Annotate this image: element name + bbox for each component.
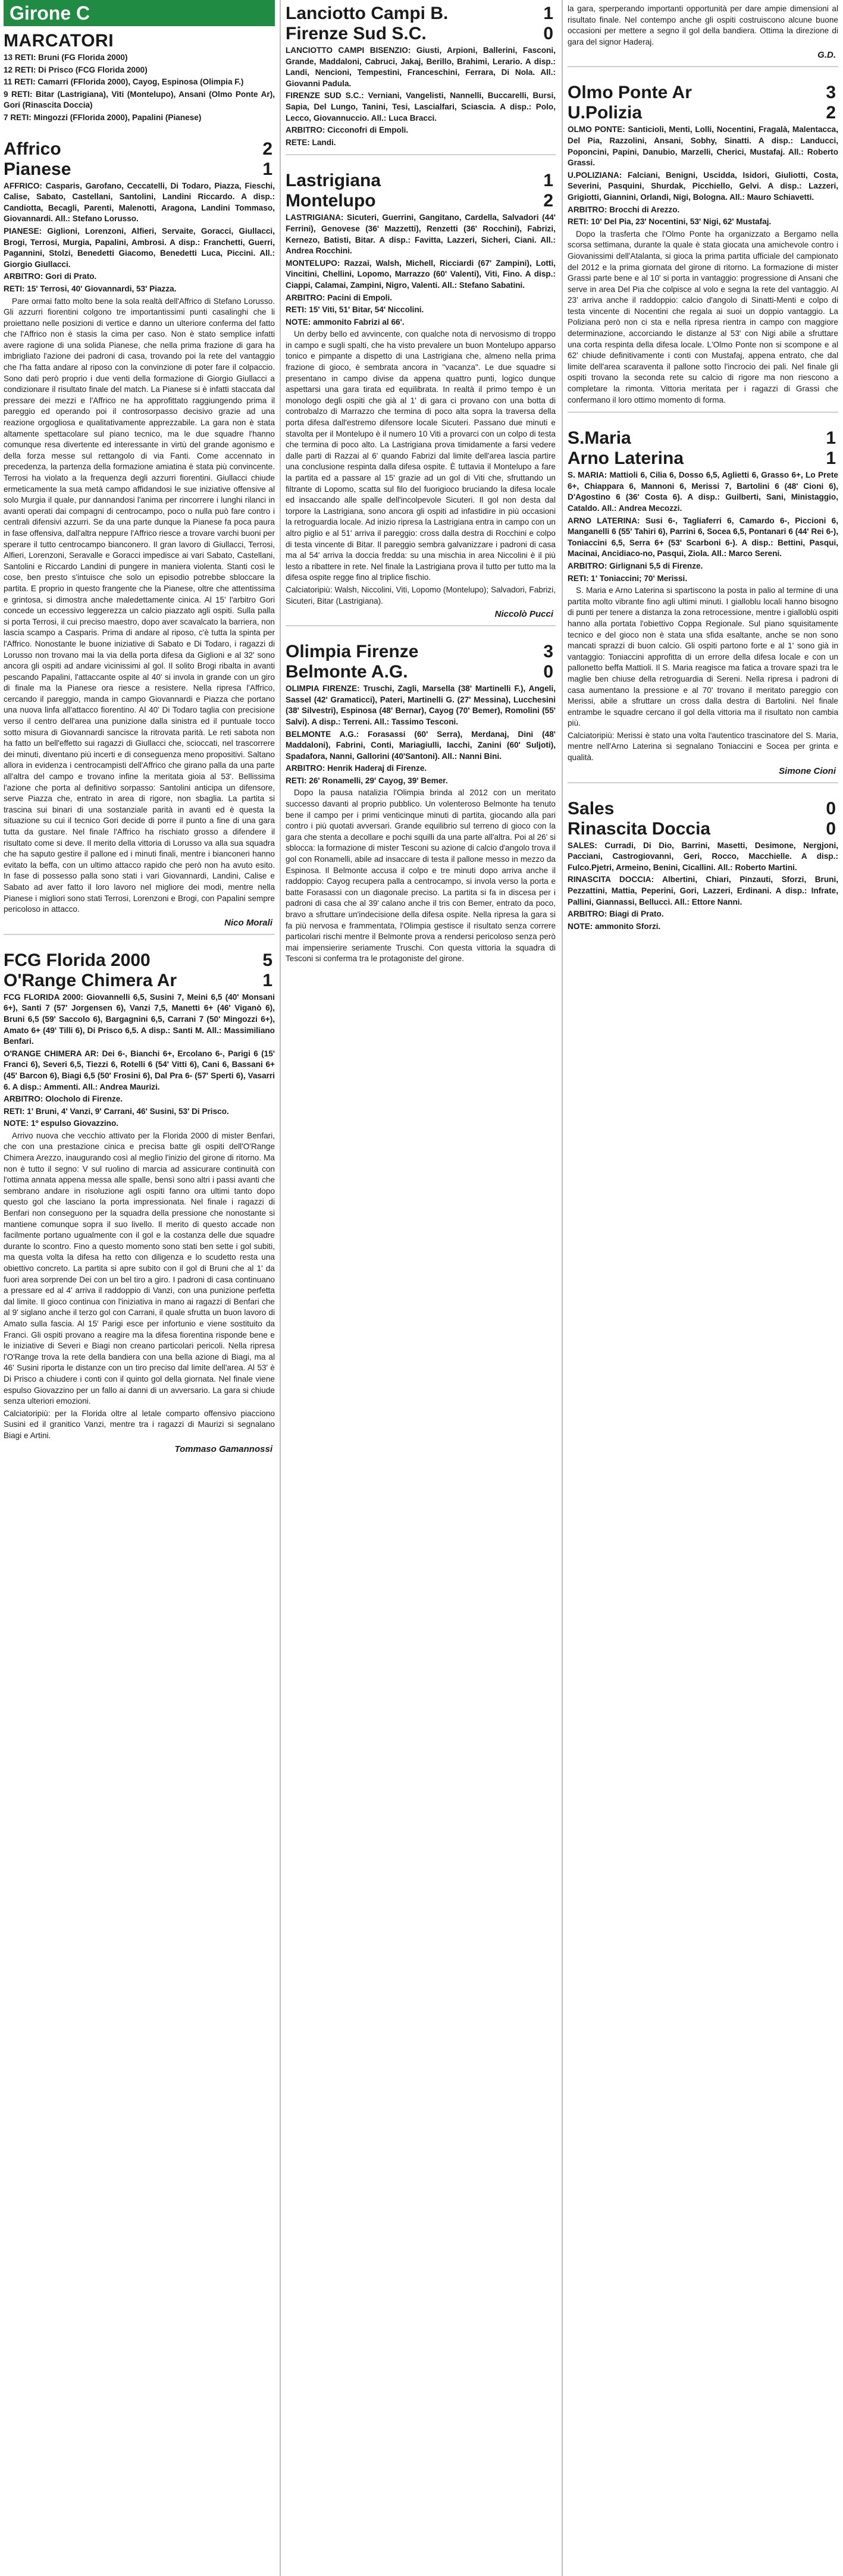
referee: ARBITRO: Cicconofri di Empoli. — [286, 125, 409, 135]
away-team-row — [286, 662, 556, 682]
away-team-name: Firenze Sud S.C. — [286, 24, 427, 43]
divider — [568, 782, 838, 783]
divider — [568, 412, 838, 413]
author-byline: Tommaso Gamannossi — [174, 1444, 272, 1454]
marcatori-item: 11 RETI: Camarri (FFlorida 2000), Cayog, Espinosa (Olimpia F.) — [4, 77, 244, 87]
author-byline: Niccolò Pucci — [494, 609, 553, 620]
best-players: Calciatoripiù: Walsh, Niccolini, Viti, Lopomo (Montelupo); Salvadori, Fabrizi, Sicuteri, Bitar (Lastrigiana). — [286, 585, 556, 605]
away-team-name: Rinascita Doccia — [568, 818, 711, 839]
lineup-away: O'RANGE CHIMERA AR: Dei 6-, Bianchi 6+, Ercolano 6-, Parigi 6 (15' Franci 6), Severi 6,5, Tiezzi 6, Rotelli 6 (54' Vitti 6), Cani 6, Bassani 6+ (45' Barcon 6), Biagi 6,5 (50' Frosini 6), Dal Pra 6- (57' Sperti 6), Vasarri 6. A disp.: Ammenti. All.: Andrea Maurizi. — [4, 1049, 275, 1091]
match-sales-rinascita — [568, 799, 838, 933]
home-team-score: 0 — [826, 798, 836, 818]
column-3 — [562, 0, 843, 2576]
goals: RETI: 26' Ronamelli, 29' Cayog, 39' Bemer. — [286, 776, 448, 785]
lineup-away: MONTELUPO: Razzai, Walsh, Michell, Ricciardi (67' Zampini), Lotti, Vincitini, Chellini, Lopomo, Marrazzo (60' Valenti), Viti, Fino. A disp.: Ciappi, Calamai, Zampini, Nigro, Valenti. All.: Stefano Sabatini. — [286, 258, 556, 290]
away-team-name: Montelupo — [286, 191, 376, 211]
away-team-row — [568, 448, 838, 469]
match-lastrigiana-montelupo — [286, 171, 556, 626]
match-smaria-arno — [568, 428, 838, 783]
home-team-row — [286, 171, 556, 191]
goals: RETI: 1' Bruni, 4' Vanzi, 9' Carrani, 46' Susini, 53' Di Prisco. — [4, 1106, 229, 1116]
marcatori-item: 9 RETI: Bitar (Lastrigiana), Viti (Montelupo), Ansani (Olmo Ponte Ar), Gori (Rinascita Doccia) — [4, 89, 275, 110]
notes: NOTE: ammonito Fabrizi al 66'. — [286, 317, 405, 327]
match-report: Dopo la pausa natalizia l'Olimpia brinda al 2012 con un meritato successo davanti al proprio pubblico. Un volenteroso Belmonte ha tenuto bene il campo per i primi venticinque minuti di partita, giocando alla pari contro i più quotati avversari. Grande equilibrio sul terreno di gioco con la gara che stenta a decollare e pochi squilli da una parte all'altra. Poi al 26' si sblocca: la formazione di mister Tesconi su azione di calcio d'angolo trova il gol con Ronamelli, abile ad insaccare di testa il pallone messo in mezzo da Espinosa. Il Belmonte accusa il colpo e tre minuti dopo arriva anche il raddoppio: Cayog recupera palla a centrocampo, si invola verso la porta e batte Forasassi con un diagonale preciso. La partita si fa in discesa per i padroni di casa che al 39' calano anche il tris con Bemer, entrato da poco, bravo a sfruttare un'indecisione della difesa ospite. Nella ripresa la gara si fa più nervosa e frammentata, l'Olimpia gestisce il risultato senza correre particolari rischi mentre il Belmonte prova a rendersi pericoloso senza però mai impensierire seriamente Truschi. Con questa vittoria la squadra di Tesconi si conferma tra le protagoniste del girone. — [286, 788, 556, 964]
away-team-name: Arno Laterina — [568, 448, 684, 469]
referee: ARBITRO: Olocholo di Firenze. — [4, 1094, 123, 1104]
away-team-name: U.Polizia — [568, 103, 643, 123]
lineup-home: OLIMPIA FIRENZE: Truschi, Zagli, Marsella (38' Martinelli F.), Angeli, Sassel (42' Gramaticci), Pateri, Martinelli G. (27' Messina), Lucchesini (38' Silvestri), Espinosa (48' Bernar), Cayog (70' Bemer), Romolini (55' Salvi). A disp.: Terreni. All.: Tassimo Tesconi. — [286, 684, 556, 726]
away-team-row — [286, 191, 556, 211]
notes: NOTE: ammonito Sforzi. — [568, 921, 661, 931]
marcatori-title: MARCATORI — [4, 31, 114, 51]
away-team-score: 0 — [826, 818, 836, 839]
home-team-row — [568, 83, 838, 103]
lineup-home: FCG FLORIDA 2000: Giovannelli 6,5, Susini 7, Meini 6,5 (40' Monsani 6+), Santi 7 (57' Jorgensen 6), Vanzi 7,5, Manetti 6+ (46' Viganò 6), Bruni 6,5 (59' Saccolo 6), Bargagnini 6,5, Carrani 7 (50' Mingozzi 6+), Amato 6+ (49' Tilli 6), Di Prisco 6,5. A disp.: Santi M. All.: Massimiliano Benfari. — [4, 992, 275, 1046]
marcatori-list — [4, 52, 275, 124]
home-team-row — [568, 428, 838, 448]
away-team-name: O'Range Chimera Ar — [4, 970, 177, 990]
goals: RETI: 15' Terrosi, 40' Giovannardi, 53' Piazza. — [4, 284, 177, 293]
referee: ARBITRO: Girlignani 5,5 di Firenze. — [568, 561, 703, 570]
match-affrico-pianese — [4, 139, 275, 935]
away-team-score: 0 — [543, 662, 553, 682]
away-team-score: 0 — [543, 24, 553, 43]
author-byline: G.D. — [817, 50, 836, 61]
match-lanciotto-firenzesud — [286, 4, 556, 155]
home-team-score: 3 — [543, 642, 553, 662]
home-team-row — [4, 950, 275, 971]
match-olimpia-belmonte — [286, 642, 556, 965]
referee: ARBITRO: Brocchi di Arezzo. — [568, 205, 680, 214]
referee: ARBITRO: Henrik Haderaj di Firenze. — [286, 764, 427, 773]
lineup-away: BELMONTE A.G.: Forasassi (60' Serra), Merdanaj, Dini (48' Maddaloni), Fabrini, Conti, Mariagiulli, Iacchi, Zanini (60' Suljoti), Spadafora, Nanni, Gallorini (40'Santoni). All.: Nanni Bini. — [286, 729, 556, 761]
lineup-away: RINASCITA DOCCIA: Albertini, Chiari, Pinzauti, Sforzi, Bruni, Pezzattini, Mattia, Peperini, Gori, Lazzeri, Erdinani. A disp.: Infrate, Pallini, Giannassi, Bellucci. All.: Ettore Nanni. — [568, 875, 838, 906]
best-players: Calciatoripiù: Merissi è stato una volta l'autentico trascinatore del S. Maria, mentre nell'Arno Laterina si segnalano Toniaccini e Socea per grinta e qualità. — [568, 730, 838, 763]
away-team-score: 1 — [262, 970, 272, 990]
lineup-away: ARNO LATERINA: Susi 6-, Tagliaferri 6, Camardo 6-, Piccioni 6, Manganelli 6 (55' Tahiri 6), Parrini 6, Socea 6,5, Pontanari 6 (44' Rei 6-), Toniaccini 6,5, Serra 6+ (53' Scarboni 6-). A disp.: Bettini, Pasqui, Macinai, Ancidiaco-no, Pasqui, Ziola. All.: Marco Sereni. — [568, 516, 838, 559]
goals: RETI: 10' Del Pia, 23' Nocentini, 53' Nigi, 62' Mustafaj. — [568, 217, 772, 227]
match-olmo-polizia — [568, 83, 838, 413]
continued-report: la gara, sperperando importanti opportunità per dare ampie dimensioni al risultato finale. Nel contempo anche gli ospiti costruiscono alcune buone occasioni per mettere a segno il gol della bandiera. Ottima la direzione di gara del signor Haderaj. — [568, 4, 838, 46]
referee: ARBITRO: Biagi di Prato. — [568, 909, 664, 919]
away-team-row — [4, 971, 275, 991]
lineup-home: S. MARIA: Mattioli 6, Cilia 6, Dosso 6,5, Aglietti 6, Grasso 6+, Lo Prete 6+, Chiappara 6, Mannoni 6, Merissi 7, Bartolini 6 (48' Cioni 6), D'Agostino 6 (36' Costa 6). A disp.: Guilberti, Sani, Ministaggio, Cataldo. All.: Andrea Mecozzi. — [568, 470, 838, 513]
home-team-score: 1 — [543, 4, 553, 23]
match-report: Dopo la trasferta che l'Olmo Ponte ha organizzato a Bergamo nella scorsa settimana, durante la quale è stata giocata una amichevole contro i Giovanissimi dell'Atalanta, si gioca la prima partita ufficiale del campionato del 2012 e la prima giornata del girone di ritorno. La formazione di mister Grassi parte bene e al 10' si porta in vantaggio: progressione di Ansani che serve in area Del Pia che colpisce al volo e segna la rete del vantaggio. Al 23' arriva anche il raddoppio: calcio d'angolo di Sinatti-Menti e colpo di testa vincente di Nocentini che regala ai suoi un doppio vantaggio. La Poliziana però non ci sta e nella ripresa rientra in campo con maggiore determinazione, accorciando le distanze al 53' con Nigi abile a sfruttare una corta respinta della difesa locale. L'Olmo Ponte non si scompone e al 62' chiude definitivamente i conti con Mustafaj, appena entrato, che dal limite dell'area scaraventa il pallone sotto l'incrocio dei pali. Nel finale gli ospiti trovano la seconda rete su calcio di rigore ma non riescono a completare la rimonta. Vittoria meritata per i ragazzi di Grassi che confermano il loro ottimo momento di forma. — [568, 229, 838, 404]
home-team-row — [4, 139, 275, 159]
best-players: Calciatoripiù: per la Florida oltre al letale comparto offensivo piacciono Susini ed il granitico Vanzi, mentre tra i ragazzi di Maurizi si segnalano Biagi e Artini. — [4, 1408, 275, 1440]
lineup-home: LANCIOTTO CAMPI BISENZIO: Giusti, Arpioni, Ballerini, Fasconi, Grande, Maddaloni, Cabruci, Jakaj, Berillo, Brahimi, Lerario. A disp.: Landi, Nencioni, Tempestini, Franceschini, Ferrara, Di Nola. All.: Giovanni Padula. — [286, 46, 556, 88]
home-team-name: Lanciotto Campi B. — [286, 4, 449, 23]
away-team-row — [4, 159, 275, 180]
author-byline: Nico Morali — [224, 917, 272, 928]
home-team-name: Affrico — [4, 139, 61, 159]
away-team-score: 2 — [543, 191, 553, 211]
match-report: S. Maria e Arno Laterina si spartiscono la posta in palio al termine di una partita molto vibrante fino agli ultimi minuti. I gialloblu locali hanno bisogno di punti per tenere a distanza la zona retrocessione, mentre i gialloblù ospiti hanno alla portata l'obiettivo Coppa Regionale. Sul piano squisitamente tecnico e del gioco non è stata una sfida esaltante, anche se non sono mancati sprazzi di buon calcio. Gli ospiti partono forte e al 1' sono già in vantaggio: Toniaccini approfitta di un errore della difesa locale e con un pallonetto beffa Mattioli. Il S. Maria reagisce ma fatica a trovare spazi tra le maglie ben chiuse della retroguardia di Sereni. Nella ripresa i padroni di casa aumentano la pressione e al 70' trovano il meritato pareggio con Merissi, abile a sfruttare un cross dalla destra di Bartolini. Nel finale entrambe le squadre cercano il gol della vittoria ma il risultato non cambia più. — [568, 586, 838, 728]
marcatori-item: 7 RETI: Mingozzi (FFlorida 2000), Papalini (Pianese) — [4, 112, 202, 122]
home-team-row — [286, 642, 556, 662]
home-team-score: 1 — [826, 428, 836, 448]
lineup-home: AFFRICO: Casparis, Garofano, Ceccatelli, Di Todaro, Piazza, Fieschi, Calise, Sabato, Castellani, Santolini, Landini Riccardo. A disp.: Candiotta, Becagli, Parenti, Malenotti, Aragona, Landini Tommaso, Giovannardi. All.: Stefano Lorusso. — [4, 181, 275, 224]
away-team-name: Belmonte A.G. — [286, 662, 408, 682]
match-report: Un derby bello ed avvincente, con qualche nota di nervosismo di troppo in campo e sugli spalti, che ha visto prevalere un buon Montelupo apparso tonico e pimpante a dispetto di una Lastrigiana che, almeno nella prima frazione di gioco, è sembrata ancora in "vacanza". Le due squadre si presentano in campo divise da appena quattro punti, logico dunque aspettarsi una gara tirata ed equilibrata. In realtà il primo tempo è un monologo degli ospiti che già al 1' di gara ci provano con una botta di controbalzo di Marrazzo che termina di poco alta sopra la traversa della porta difesa dall'estremo difensore locale Sicuteri. Passano due minuti e stavolta per il Montelupo è il numero 10 Viti a provarci con un colpo di testa che termina di poco alto. La Lastrigiana prova timidamente a farsi vedere dalle parti di Razzai al 6' quando Fabrizi dal limite dell'area lascia partire una conclusione respinta dalla difesa ospite. È tuttavia il Montelupo a fare la partita ed a passare al 15' grazie ad un gol di Viti che, sfruttando un filtrante di Lopomo, scatta sul filo del fuorigioco bruciando la difesa locale ed insaccando alle spalle dell'incolpevole Sicuteri. Il gol non desta dal torpore la Lastrigiana, sono ancora gli ospiti ad infastidire in più occasioni la retroguardia locale. Ad inizio ripresa la Lastrigiana entra in campo con un altro piglio e al 51' arriva il pareggio: cross dalla destra di Rocchini e colpo di testa vincente di Bitar. Il pareggio sembra galvanizzare i padroni di casa ma al 54' arriva la doccia fredda: su una mischia in area Niccolini è il più lesto a ribattere in rete. Nel finale la Lastrigiana prova il tutto per tutto ma la difesa ospite regge fino al triplice fischio. — [286, 330, 556, 582]
away-team-score: 1 — [826, 448, 836, 469]
away-team-score: 2 — [826, 103, 836, 123]
home-team-score: 2 — [262, 139, 272, 159]
goals: RETI: 15' Viti, 51' Bitar, 54' Niccolini. — [286, 305, 424, 315]
home-team-name: FCG Florida 2000 — [4, 950, 151, 970]
home-team-row — [568, 799, 838, 819]
home-team-score: 1 — [543, 171, 553, 191]
away-team-score: 1 — [262, 159, 272, 179]
goals: RETE: Landi. — [286, 137, 336, 147]
column-2 — [280, 0, 560, 2576]
lineup-away: U.POLIZIANA: Falciani, Benigni, Uscidda, Isidori, Giuliotti, Costa, Severini, Pasquini, Shurdak, Picchiello, Gelvi. A disp.: Lazzeri, Grigiotti, Giannini, Orlandi, Nigi, Bologna. All.: Mauro Schiavetti. — [568, 170, 838, 202]
match-report: Arrivo nuova che vecchio attivato per la Florida 2000 di mister Benfari, che con una prestazione cinica e precisa batte gli ospiti dell'O'Range Chimera Arezzo, inaugurando così al meglio l'inizio del girone di ritorno. Ma non è tutto il segno: V sul ruolino di marcia ad assicurare continuità con l'ottima annata appena messa alle spalle, bensì sono altri i passi avanti che sembrano andare in risoluzione agli ospiti fanno ora ultimi tanto dopo questo gol che lasciano la porta impressionata. Nel finale i ragazzi di Benfari non conseguono per la squadra della pressione che nonostante si mantiene comunque sopra il suo livello. Il merito di questo accade non facilmente portano ugualmente con il gol e la costanza delle due squadre durante lo scontro. Fino a questo momento sono stati ben sette i gol subiti, ma questa volta la difesa ha retto con diligenza e lo scudetto resta una obiettivo concreto. La partita si apre subito con il gol di Bruni che al 1' da fuori area sorprende Dei con un bel tiro a giro. I padroni di casa continuano a pressare ed al 4' arriva il raddoppio di Vanzi, con una punizione perfetta dal limite. Il gioco continua con l'iniziativa in mano ai ragazzi di Benfari che al 9' siglano anche il terzo gol con Carrani, il quale sfrutta un buon lavoro di Amato sulla fascia. Al 15' Parigi esce per infortunio e viene sostituito da Franci. Gli ospiti provano a reagire ma la difesa fiorentina risponde bene e le iniziative di Severi e Biagi non creano particolari pericoli. Nella ripresa l'O'Range trova la rete della bandiera con una bella azione di Biagi, ma al 46' Susini riporta le distanze con un tiro preciso dal limite dell'area. Al 53' è Di Prisco a chiudere i conti con il quinto gol della giornata. Nel finale viene espulso Giovazzino per un fallo ai danni di un avversario. La gara si chiude senza ulteriori emozioni. — [4, 1131, 275, 1406]
home-team-name: Lastrigiana — [286, 171, 381, 191]
divider — [568, 66, 838, 67]
divider — [4, 934, 275, 935]
lineup-home: OLMO PONTE: Santicioli, Menti, Lolli, Nocentini, Fragalà, Malentacca, Del Pia, Razzolini, Ansani, Sobhy, Sinatti. A disp.: Landucci, Poponcini, Papini, Danubio, Marzelli, Cherici, Mustafaj. All.: Roberto Grassi. — [568, 125, 838, 168]
notes: NOTE: 1º espulso Giovazzino. — [4, 1119, 119, 1128]
lineup-home: SALES: Curradi, Di Dio, Barrini, Masetti, Desimone, Nergjoni, Pacciani, Castrogiovanni, Geri, Rocco, Macchielle. A disp.: Fulco.Pjetri, Armeino, Benini, Cicallini. All.: Roberto Martini. — [568, 840, 838, 872]
home-team-score: 3 — [826, 83, 836, 103]
match-report: Pare ormai fatto molto bene la sola realtà dell'Affrico di Stefano Lorusso. Gli azzurri fiorentini colgono tre importantissimi punti casalinghi che li proiettano nelle posizioni di vertice e danno un ulteriore conferma del fatto che l'Affrico non è stasis la cima per caso. Non è stato semplice infatti avere ragione di una solida Pianese, che nella prima frazione di gara ha imbrigliato l'azione dei padroni di casa, trovando poi la rete del vantaggio che l'ha fatta andare al riposo con la convinzione di poter fare il colpaccio. Sono dati però proprio i due venti della formazione di Giorgio Giullacci a condizionare il risultato finale del match. La Pianese si è infatti staccata dal pressare dei mezzi e l'Affrico ne ha approfittato raggiungendo prima il pareggio ed operando poi il controsorpasso decisivo grazie ad una reazione orgogliosa e qualitativamente apprezzabile. La gara non è stata altamente spettacolare sul piano tecnico, ma le due squadre l'hanno comunque resa divertente ed interessante in virtù del grande agonismo e della forza messe sul rettangolo di via Fanti. Come accennato in precedenza, la partenza della formazione amiatina è stata più convincente. Terrosi ha violato a la frequenza degli azzurri fiorentini. Giullacci chiude ermeticamente la sua metà campo affidandosi le sue iniziative offensive al solo Murgia il quale, pur dannandosi l'anima per rincorrere i lunghi rilanci in avanti operati dai compagni di centrocampo, poco o nulla può fare contro i centrali difensivi azzurri. Se da una parte dunque la Pianese fa poca paura in fase offensiva, dall'altra neppure l'Affrico riesce a trovare varchi buoni per sperare il tutto centrocampo bianconero. Il gran lavoro di Giullacci, Terrosi, Alfieri, Lorenzoni, Seravalle e Goracci impedisce ai vari Sabato, Castellani, Santolini e Riccardo Landini di pungere in maniera violenta. Stanti così le cose, ben presto s'intuisce che solo un episodio potrebbe sbloccare la partita. E proprio in questo frangente che la Pianese, oltre che attentissima e grintosa, si dimostra anche maledettamente cinica. Al 15' l'arbitro Gori concede un eccessivo leggerezza un calcio piazzato agli ospiti. Sulla palla si porta Terrosi, il cui preciso maestro, dopo aver scavalcato la barriera, non lascia scampo a Casparis. Prima di andare al riposo, c'è tutta la spinta per l'Affrico. Nonostante le buone iniziative di Sabato e Di Todaro, i ragazzi di Lorusso non trovano mai la via della porta difesa da Giglioni e al 32' sono ancora gli ospiti ad andare vicinissimi al gol. Il solito Brogi ribalta in avanti pescando Papalini, l'attaccante ospite al 40' si invola in grande con un giro di finale ma la Pianese ora riesce a resistere. Nella ripresa l'Affrico, cercando il pareggio, manda in campo Giovannardi e Piazza che portano una nuova linfa all'attacco fiorentino. Al 40' Di Todaro taglia con precisione verso il centro dell'area una punizione dalla sinistra ed il puntuale tocco sotto misura di Giovannardi sancisce la ritrovata parità. Le reti sabota non ha fatto un bell'effetto sui ragazzi di Giullacci che, scioccati, nel trascorrere dei minuti, diventano più incerti e di conseguenza meno propositivi. Saltano allora in evidenza i centrocampisti dell'Affrico che girano palla da una parte all'altra del campo e trovano infine la meritata gioia al 53'. Bellissima l'azione che porta al definitivo sorpasso: Santolini anticipa un difensore, serve Piazza che, entrato in area di rigore, non sbaglia. La partita si trascina sui binari di una sostanziale parità in avanti ed è questa la situazione su cui il tecnico Gori decide di porre il punto a fine di una gara tutta da gustare. Nel finale l'Affrico ha rischiato grosso a difendere il risultato come si deve. Il merito della vittoria di Lorusso va alla sua squadra che ha saputo gestire il pallone ed i minuti finali, mentre i bianconeri hanno evitato la beffa, con un ultimo attacco rapido che però non ha avuto esito. In fase di possesso palla sono stati i vari Giovannardi, Landini, Calise e Sabato ad aver fatto il loro lavoro nel migliore dei modi, mentre nella Pianese i migliori sono stati Terrosi, Lorenzoni e Brogi, con Papalini sempre pericoloso in attacco. — [4, 296, 275, 914]
girone-header: Girone C — [4, 0, 275, 26]
divider — [286, 625, 556, 626]
away-team-row — [568, 103, 838, 123]
author-byline: Simone Cioni — [779, 765, 836, 776]
home-team-row — [286, 4, 556, 24]
divider — [286, 154, 556, 155]
away-team-row — [568, 819, 838, 839]
marcatori-item: 12 RETI: Di Prisco (FCG Florida 2000) — [4, 65, 148, 74]
home-team-score: 5 — [262, 950, 272, 970]
match-florida-orange — [4, 950, 275, 1454]
away-team-row — [286, 24, 556, 44]
home-team-name: Sales — [568, 798, 615, 818]
marcatori-item: 13 RETI: Bruni (FG Florida 2000) — [4, 53, 128, 62]
home-team-name: Olmo Ponte Ar — [568, 83, 692, 103]
referee: ARBITRO: Pacini di Empoli. — [286, 293, 392, 302]
lineup-away: PIANESE: Giglioni, Lorenzoni, Alfieri, Servaite, Goracci, Giullacci, Brogi, Terrosi, Murgia, Papalini, Ambrosi. A disp.: Franchetti, Guerri, Pagannini, Stolzi, Benedetti Giacomo, Benedetti Luca, Piccini. All.: Giorgio Giullacci. — [4, 226, 275, 269]
home-team-name: Olimpia Firenze — [286, 642, 419, 662]
referee: ARBITRO: Gori di Prato. — [4, 272, 97, 281]
lineup-away: FIRENZE SUD S.C.: Verniani, Vangelisti, Nannelli, Buccarelli, Bursi, Sapia, Del Lungo, Tanini, Tesi, Lascialfari, Sciascia. A disp.: Polo, Lecco, Giovannuccio. All.: Luca Bracci. — [286, 91, 556, 123]
goals: RETI: 1' Toniaccini; 70' Merissi. — [568, 573, 688, 583]
home-team-name: S.Maria — [568, 428, 631, 448]
lineup-home: LASTRIGIANA: Sicuteri, Guerrini, Gangitano, Cardella, Salvadori (44' Ferrini), Genovese (36' Mazzetti), Renzetti (36' Rocchini), Fabrizi, Kernezo, Batisti, Bitar. A disp.: Favitta, Lazzeri, Sicheri, Ciani. All.: Andrea Rocchini. — [286, 213, 556, 256]
column-1 — [0, 0, 278, 2576]
away-team-name: Pianese — [4, 159, 71, 179]
